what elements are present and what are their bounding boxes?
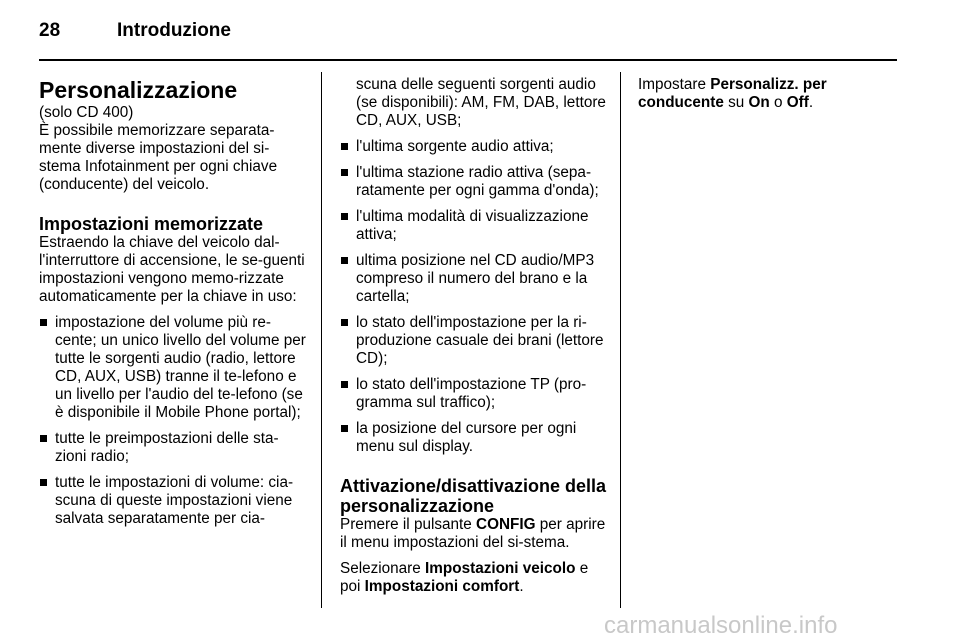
set-paragraph <box>638 76 900 112</box>
memorized-list-continued <box>340 138 608 456</box>
option-on-label: On <box>748 94 770 111</box>
menu-label-vehicle-settings: Impostazioni veicolo <box>425 560 576 577</box>
column-3 <box>638 76 900 120</box>
subsection-title-activation: Attivazione/disattivazione della personalizzazione <box>340 476 607 516</box>
text-run: Premere il pulsante <box>340 516 477 533</box>
intro-paragraph: È possibile memorizzare separata-mente diverse impostazioni del si-stema Infotainment per ogni chiave (conducente) del veicolo. <box>39 122 278 193</box>
list-item: tutte le preimpostazioni delle sta-zioni radio; <box>39 430 307 466</box>
text-run: Selezionare <box>340 560 426 577</box>
model-note: (solo CD 400) <box>39 104 134 121</box>
subsection-title-memorized: Impostazioni memorizzate <box>39 214 264 234</box>
watermark-text: carmanualsonline.info <box>604 612 838 639</box>
spacer <box>39 202 307 214</box>
column-2 <box>340 76 608 604</box>
memorized-intro: Estraendo la chiave del veicolo dal-l'interruttore di accensione, le se-guenti impostazioni vengono memo-rizzate automaticamente per la chiave in uso: <box>39 234 305 305</box>
text-run: . <box>519 578 524 595</box>
list-item: tutte le impostazioni di volume: cia-scuna di queste impostazioni viene salvata separatamente per cia- <box>39 474 307 528</box>
list-item: l'ultima stazione radio attiva (sepa-ratamente per ogni gamma d'onda); <box>340 164 608 200</box>
text-run: . <box>808 94 814 111</box>
column-1 <box>39 76 307 536</box>
page-number: 28 <box>39 20 61 41</box>
list-item: ultima posizione nel CD audio/MP3 compreso il numero del brano e la cartella; <box>340 252 608 306</box>
chapter-title: Introduzione <box>117 20 231 41</box>
list-item: l'ultima sorgente audio attiva; <box>340 138 608 156</box>
option-off-label: Off <box>786 94 809 111</box>
memorized-list <box>39 314 307 528</box>
header-rule <box>39 59 897 61</box>
text-run: e poi <box>340 560 589 595</box>
config-key-label: CONFIG <box>476 516 536 533</box>
list-item: la posizione del cursore per ogni menu sul display. <box>340 420 608 456</box>
menu-label-comfort-settings: Impostazioni comfort <box>364 578 520 595</box>
menu-label-driver-personalization: Personalizz. per conducente <box>638 76 827 111</box>
list-item-continuation: scuna delle seguenti sorgenti audio (se disponibili): AM, FM, DAB, lettore CD, AUX, USB; <box>356 76 606 129</box>
config-paragraph <box>340 516 608 552</box>
column-divider-right <box>620 72 621 608</box>
list-item: lo stato dell'impostazione TP (pro-gramma sul traffico); <box>340 376 608 412</box>
text-run: o <box>769 94 787 111</box>
section-title-personalizzazione: Personalizzazione <box>39 77 238 103</box>
text-run: Impostare <box>638 76 711 93</box>
select-paragraph <box>340 560 608 596</box>
list-item: impostazione del volume più re-cente; un unico livello del volume per tutte le sorgenti audio (radio, lettore CD, AUX, USB) tranne il te-lefono e un livello per l'audio del te-lefono (se è disponibile il Mobile Phone portal); <box>39 314 307 422</box>
spacer <box>340 464 608 476</box>
text-run: su <box>723 94 749 111</box>
column-divider-left <box>321 72 322 608</box>
list-item: l'ultima modalità di visualizzazione attiva; <box>340 208 608 244</box>
list-item: lo stato dell'impostazione per la ri-produzione casuale dei brani (lettore CD); <box>340 314 608 368</box>
text-run: per aprire il menu impostazioni del si-stema. <box>340 516 606 551</box>
